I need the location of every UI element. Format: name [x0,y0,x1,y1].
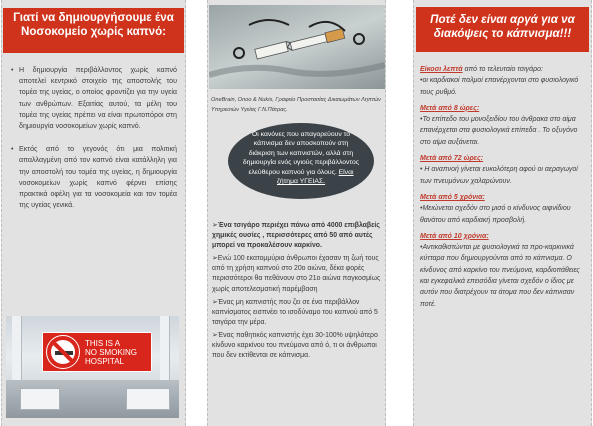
arrow-bullet-icon: ➢ [212,255,218,263]
arrow-bullet-icon: ➢ [212,298,218,306]
sign-line: HOSPITAL [85,356,124,366]
sign-line: NO SMOKING [85,347,138,357]
panel-left [1,0,186,426]
timeline-text: •Μειώνεται σχεδόν στο μισό ο κίνδυνος αιφνίδιου θανάτου από καρδιακή προσβολή. [420,205,571,224]
photo-caption: OneBrain, Onoo & Nukis, Γραφείο Προστασίας Δικαιωμάτων Ληπτών Υπηρεσιών Υγείας Γ.Ν.Πάτρας. [211,97,381,113]
broken-cigarette-illustration [209,5,385,89]
bullet-icon: • [11,145,14,154]
bullet-icon: • [11,66,14,74]
quit-timeline [414,64,591,310]
panel-middle [207,0,386,426]
timeline-heading: Μετά από 72 ώρες: [420,155,484,163]
no-smoking-icon [47,336,79,368]
panel-left-title: Γιατί να δημιουργήσουμε ένα Νοσοκομείο χωρίς καπνό: [3,8,184,53]
panel-right-title: Ποτέ δεν είναι αργά για να διακόψεις το κάπνισμα!!! [416,7,589,52]
oval-emphasis: Είναι ζήτημα ΥΓΕΙΑΣ. [276,168,354,186]
no-smoking-hospital-photo [6,316,179,418]
list-item: ➢Ένα τσιγάρο περιέχει πάνω από 4000 επιβλαβείς χημικές ουσίες , περισσότερες από 50 από αυτές μπορεί να προκαλέσουν καρκίνο. [212,222,380,250]
timeline-text: • Η αναπνοή γίνεται ευκολότερη αφού οι αεραγωγοί των πνευμόνων χαλαρώνουν. [420,166,578,185]
sign-line: THIS IS A [85,338,121,348]
rules-oval [228,123,374,199]
no-smoking-sign [42,332,152,372]
list-item: • Εκτός από το γεγονός ότι μια πολιτική απαλλαγμένη από τον καπνό είναι κατάλληλη για την αποστολή του τομέα της υγείας, η δημιουργία νοσοκομείων χωρίς καπνό φέρνει επίσης πρακτικά οφέλη για τα νοσοκομεία και τον τομέα της υγείας γενικά. [11,144,177,211]
arrow-bullet-icon: ➢ [212,222,218,229]
timeline-text: •οι καρδιακοί παλμοί επανέρχονται στο φυσιολογικό τους ρυθμό. [420,77,579,96]
arrow-bullet-icon: ➢ [212,331,218,339]
broken-cigarette-photo [209,5,385,89]
timeline-heading: Μετά από 10 χρόνια: [420,232,489,240]
list-item: ➢Ένας παθητικός καπνιστής έχει 30-100% υψηλότερο κίνδυνο καρκίνου του πνεύμονα από ό, τι οι άνθρωποι που δεν εκτίθενται σε κάπνισμα. [212,331,378,360]
oval-text: Οι κανόνες που απαγορεύουν το κάπνισμα δεν αποσκοπούν στη διάκριση των καπνιστών, αλλά στη δημιουργία ενός υγιούς περιβάλλοντος ελεύθερου καπνού για όλους. [242,131,360,176]
timeline-heading: Είκοσι λεπτά από το τελευταίο τσιγάρο: [420,66,543,73]
timeline-text: •Το επίπεδο του μονοξειδίου του άνθρακα στο αίμα επανέρχεται στα φυσιολογικά επίπεδα . Το οξυγόνο στο αίμα αυξάνεται. [420,116,578,146]
timeline-heading: Μετά από 8 ώρες: [420,104,480,112]
facts-list [212,221,386,364]
list-item: ➢Ένας μη καπνιστής που ζει σε ένα περιβάλλον καπνίσματος εισπνέει το ισοδύναμο του καπνού από 5 τσιγάρα την μέρα. [212,298,378,326]
timeline-text: •Αντικαθιστώνται με φυσιολογικά τα προ-καρκινικά κύτταρα που δημιουργούνται από το κάπνισμα. Ο κίνδυνος από καρκίνο του πνεύμονα, καρδιοπάθειες και εγκεφαλικά επεισόδια γίνεται σχεδόν ο ίδιος με αυτόν που διατρέχουν τα άτομα που δεν κάπνισαν ποτέ. [420,244,580,308]
list-item: • Η δημιουργία περιβάλλοντος χωρίς καπνό αποτελεί κεντρικό στοιχείο της αποστολής του τομέα της υγείας, ο οποίος φροντίζει για την υγεία των ανθρώπων. Εξαιτίας αυτού, τα μέλη του τομέα της υγείας πρέπει να είναι πρωτοπόροι στη δημιουργία νοσοκομείων χωρίς καπνό. [11,65,177,132]
list-item: ➢Ενώ 100 εκατομμύρια άνθρωποι έχασαν τη ζωή τους από τη χρήση καπνού στο 20ο αιώνα, δέκα φορές περισσότεροι θα πεθάνουν στο 21ο αιώνα παγκοσμίως χωρίς αποτελεσματική παρέμβαση [212,255,381,293]
panel-right [413,0,592,426]
timeline-heading: Μετά από 5 χρόνια: [420,193,485,201]
why-list [2,65,185,211]
